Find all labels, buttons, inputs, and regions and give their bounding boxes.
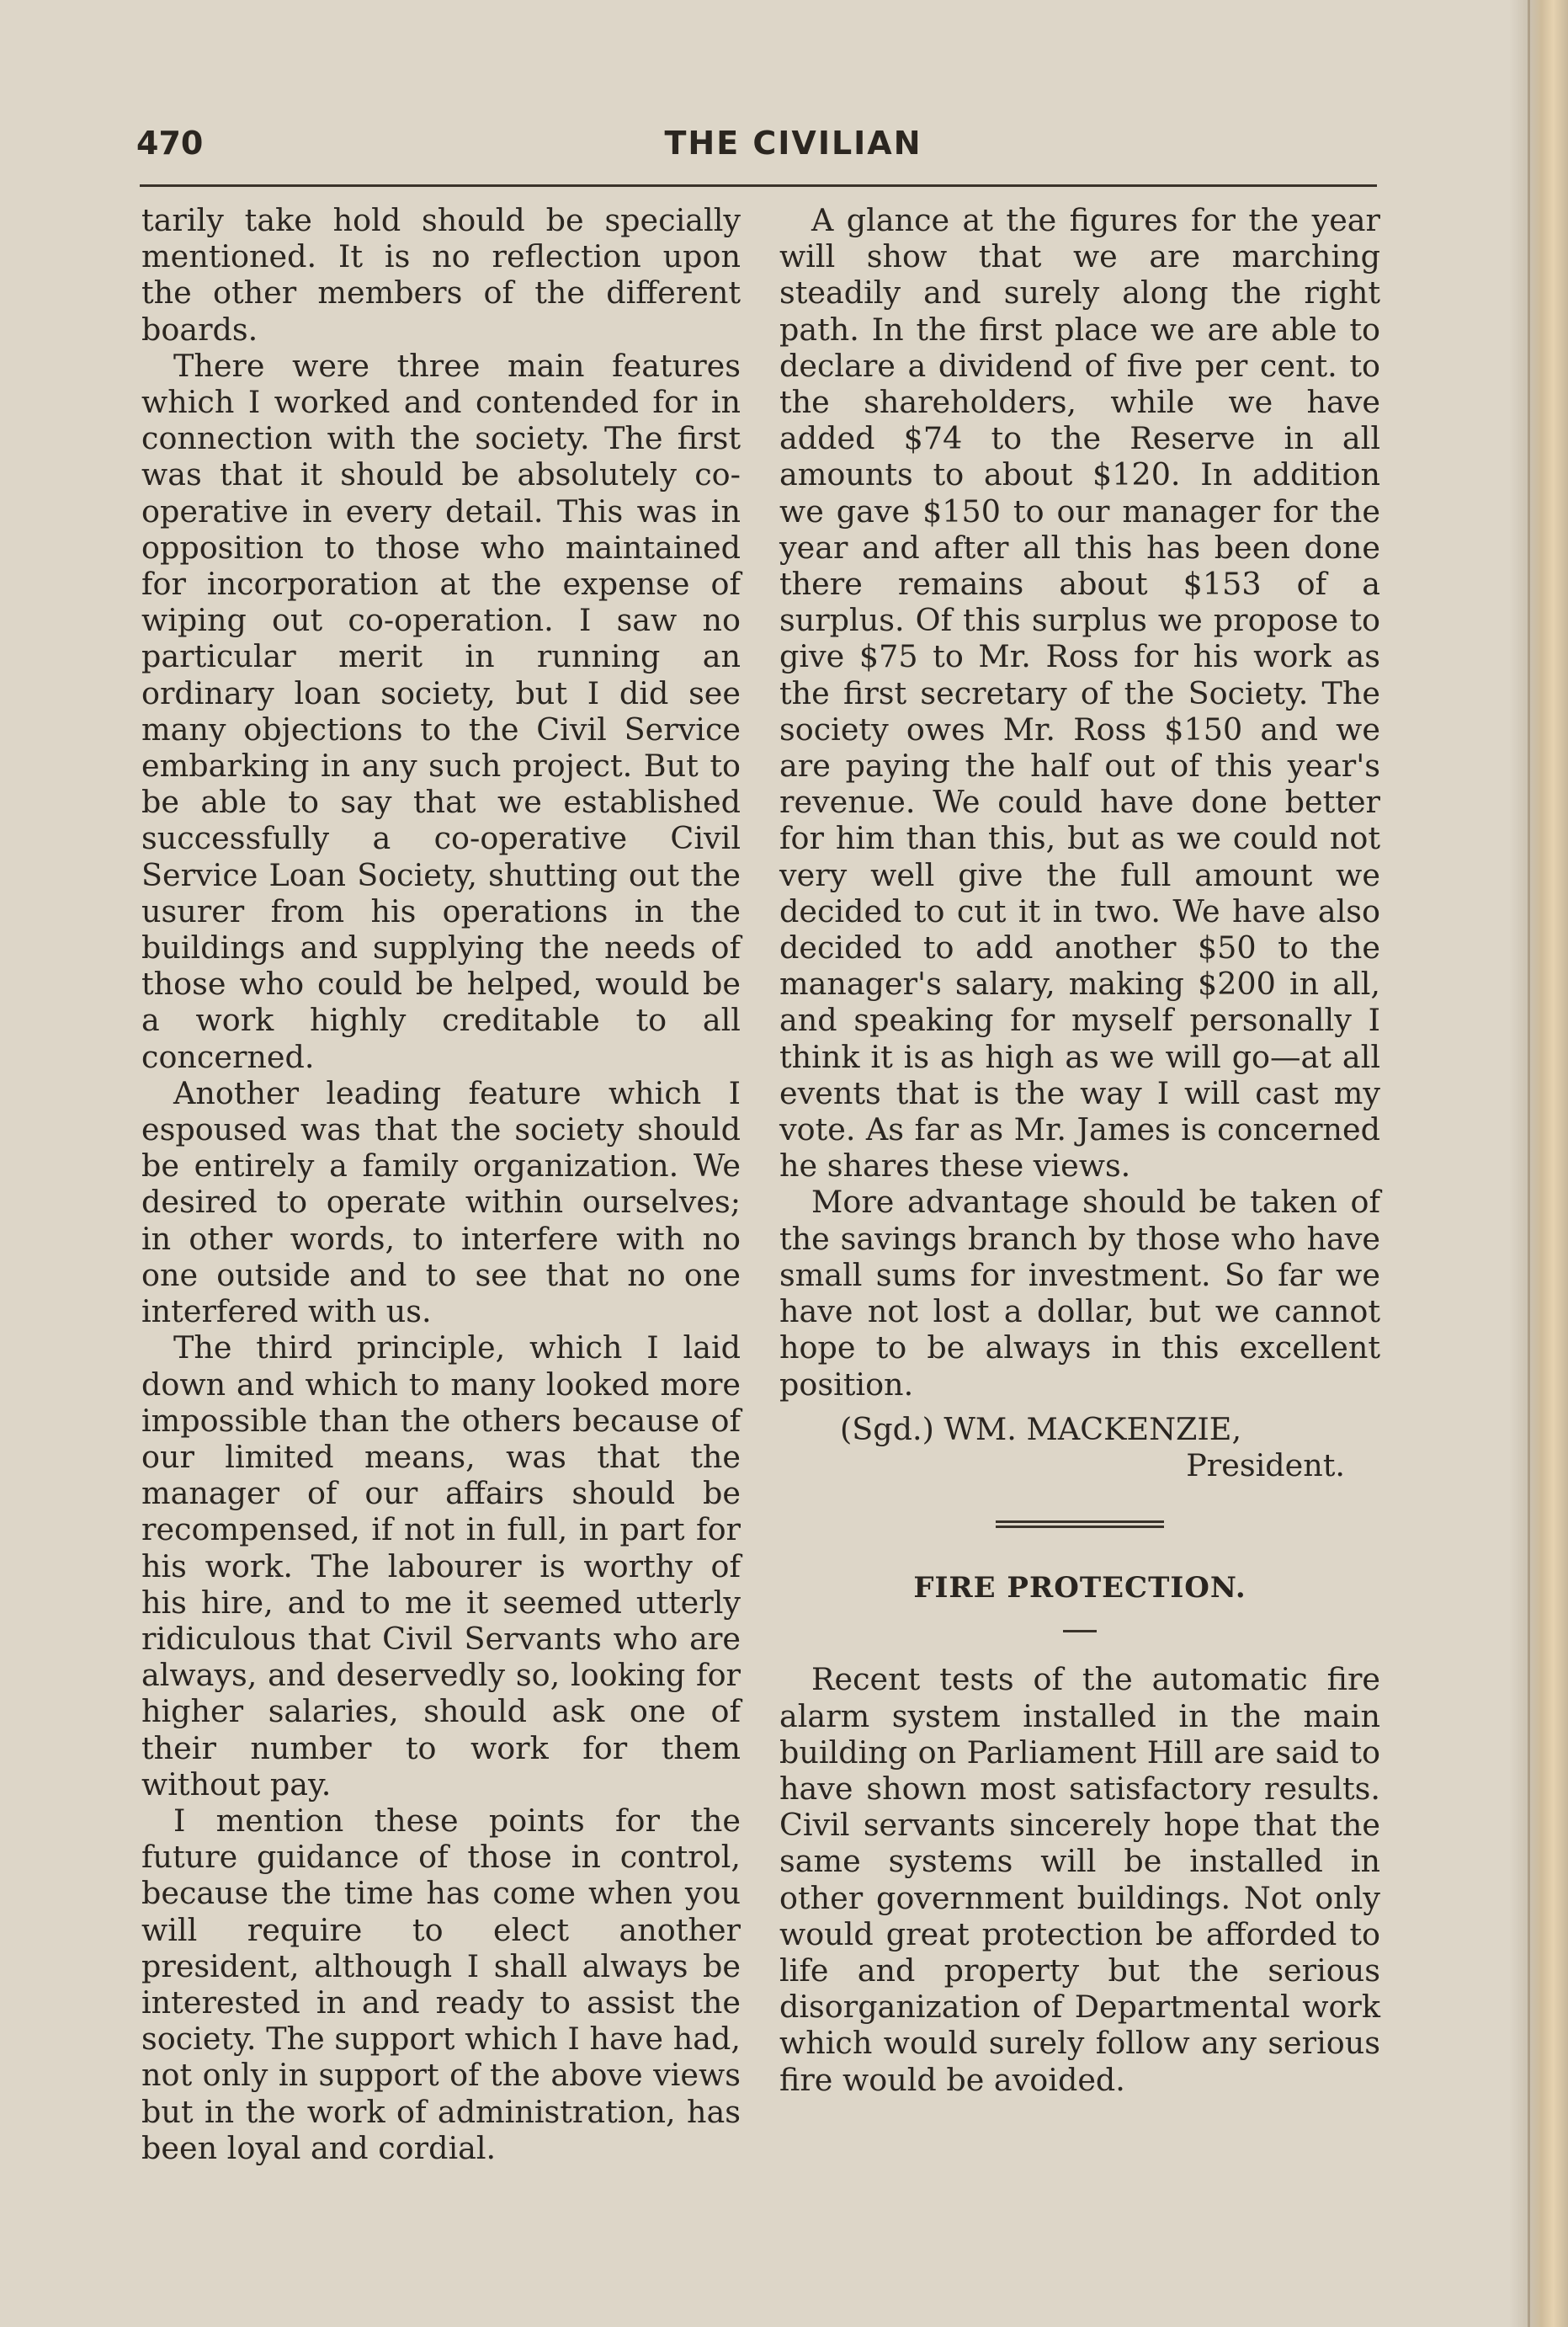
section-divider — [996, 1520, 1164, 1528]
page-number: 470 — [136, 125, 204, 162]
paragraph: More advantage should be taken of the savings branch by those who have small sums for investment. So far we have not lost a dollar, but we cannot hope to be always in this excellent position. — [779, 1184, 1380, 1403]
header-rule — [140, 184, 1377, 187]
signature-title: President. — [1186, 1446, 1345, 1483]
paragraph: Another leading feature which I espoused was that the society should be entirely a family organization. We desired to operate within ourselves; in other words, to interfere with no one outside and to see that no one interfered with us. — [141, 1074, 741, 1330]
paragraph: A glance at the figures for the year will show that we are marching steadily and surely along the right path. In the first place we are able to declare a dividend of five per cent. to the shareholders, while we have added $74 to the Reserve in all amounts to about $120. In addition we gave $150 to our manager for the year and after all this has been done there remains about $153 of a surplus. Of this surplus we propose to give $75 to Mr. Ross for his work as the first secretary of the Society. The society owes Mr. Ross $150 and we are paying the half out of this year's revenue. We could have done better for him than this, but as we could not very well give the full amount we decided to cut it in two. We have also decided to add another $50 to the manager's salary, making $200 in all, and speaking for myself personally I think it is as high as we will go—at all events that is the way I will cast my vote. As far as Mr. James is concerned he shares these views. — [779, 202, 1380, 1185]
paragraph: tarily take hold should be specially mentioned. It is no reflection upon the other members of the different boards. — [141, 202, 741, 348]
right-column — [779, 202, 1380, 2098]
paragraph: Recent tests of the automatic fire alarm system installed in the main building on Parliament Hill are said to have shown most satisfactory results. Civil servants sincerely hope that the same systems will be installed in other government buildings. Not only would great protection be afforded to life and property but the serious disorganization of Departmental work which would surely follow any serious fire would be avoided. — [779, 1661, 1380, 2098]
paragraph: I mention these points for the future guidance of those in control, because the time has come when you will require to elect another president, although I shall always be interested in and ready to assist the society. The support which I have had, not only in support of the above views but in the work of administration, has been loyal and cordial. — [141, 1802, 741, 2166]
section-heading: FIRE PROTECTION. — [913, 1571, 1246, 1605]
page-edge-shadow — [1509, 0, 1568, 2327]
signature-name: (Sgd.) WM. MACKENZIE, — [840, 1410, 1242, 1447]
page-edge-line — [1528, 0, 1530, 2327]
left-column — [141, 202, 741, 2166]
heading-dash — [1063, 1630, 1097, 1632]
paragraph: The third principle, which I laid down and which to many looked more impossible than the others because of our limited means, was that the manager of our affairs should be recompensed, if not in full, in part for his work. The labourer is worthy of his hire, and to me it seemed utterly ridiculous that Civil Servants who are always, and deservedly so, looking for higher salaries, should ask one of their number to work for them without pay. — [141, 1329, 741, 1802]
signature-block — [779, 1411, 1380, 1483]
running-title: THE CIVILIAN — [664, 125, 922, 162]
paragraph: There were three main features which I worked and contended for in connection with the society. The first was that it should be absolutely co-operative in every detail. This was in opposition to those who maintained for incorporation at the expense of wiping out co-operation. I saw no particular merit in running an ordinary loan society, but I did see many objections to the Civil Service embarking in any such project. But to be able to say that we established successfully a co-operative Civil Service Loan Society, shutting out the usurer from his operations in the buildings and supplying the needs of those who could be helped, would be a work highly creditable to all concerned. — [141, 347, 741, 1075]
